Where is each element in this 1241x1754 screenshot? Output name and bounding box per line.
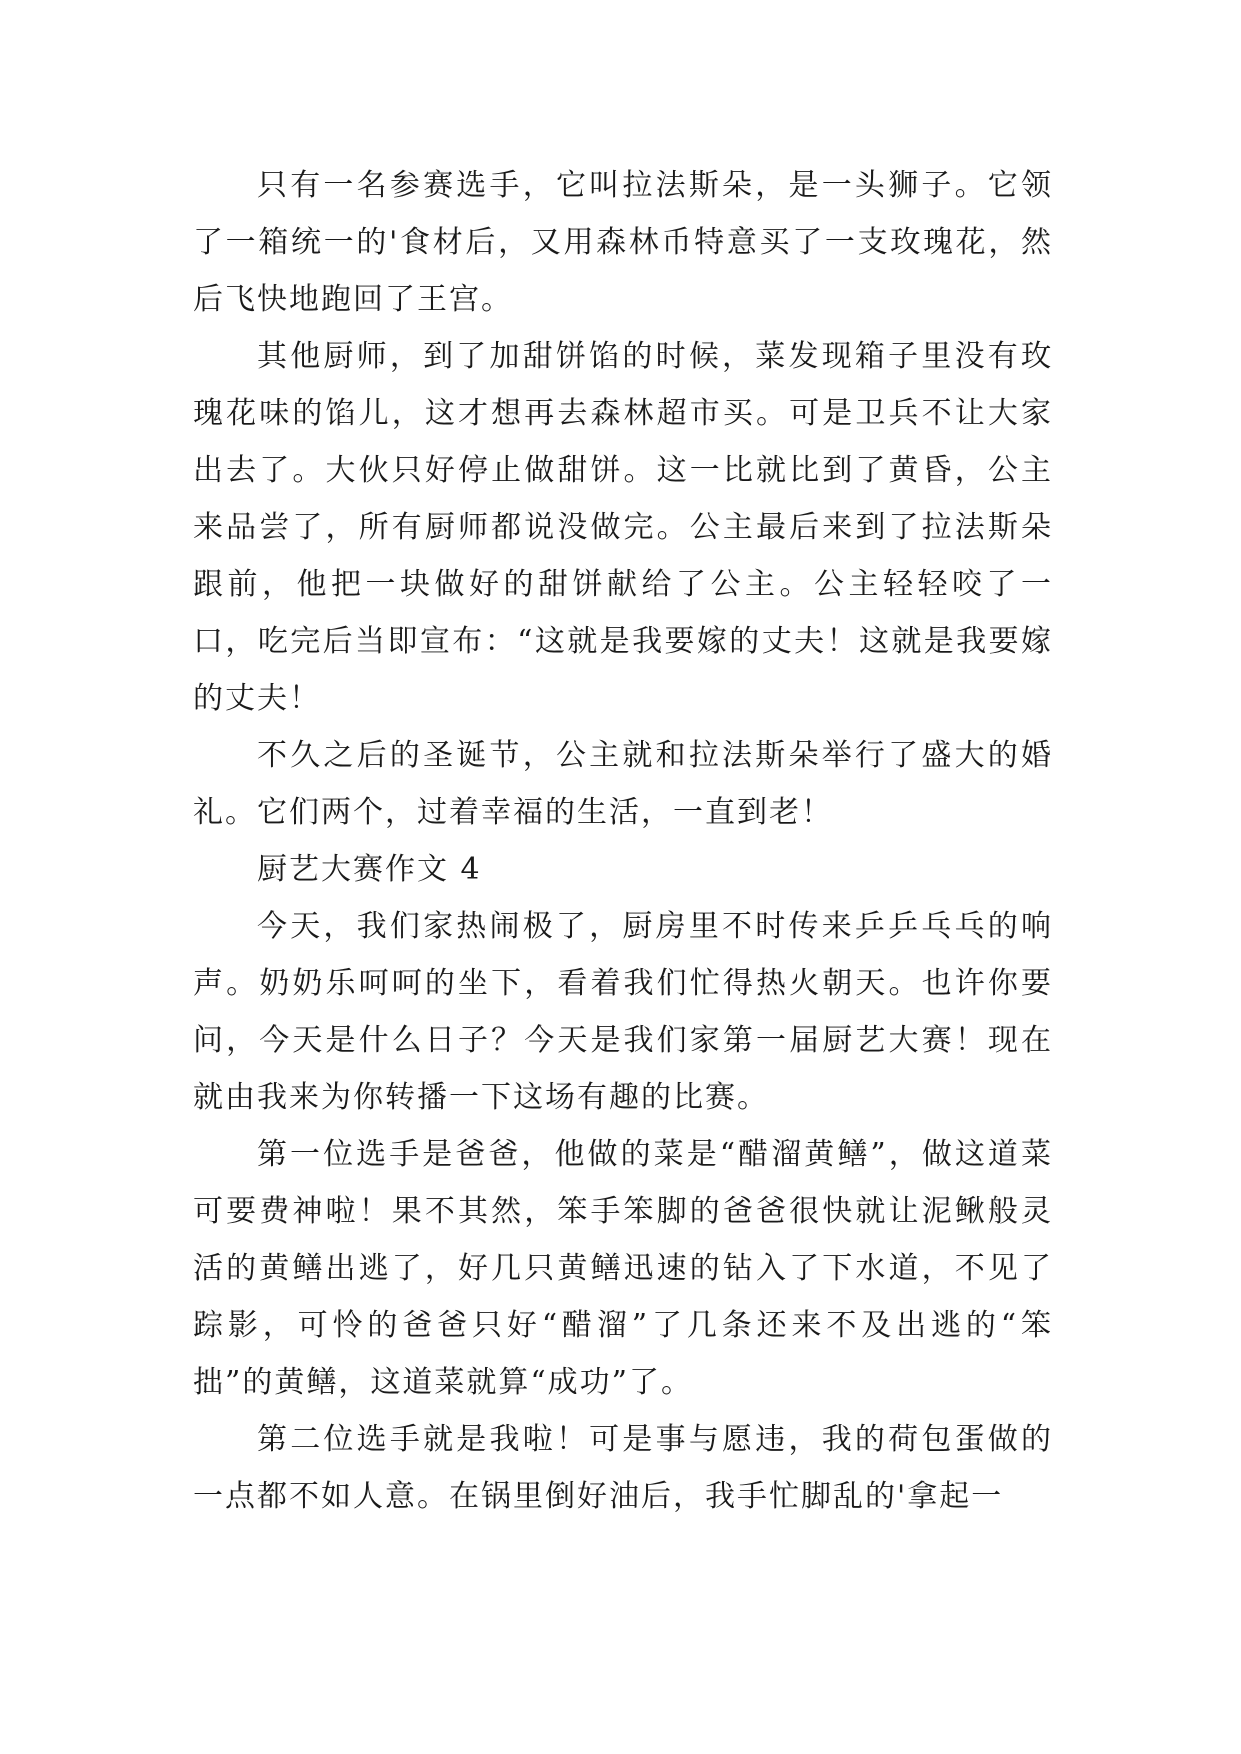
paragraph-dad-eel: 第一位选手是爸爸，他做的菜是“醋溜黄鳝”，做这道菜可要费神啦！果不其然，笨手笨脚的爸爸很快就让泥鳅般灵活的黄鳝出逃了，好几只黄鳝迅速的钻入了下水道，不见了踪影，可怜的爸爸只好“醋溜”了几条还来不及出逃的“笨拙”的黄鳝，这道菜就算“成功”了。 (193, 1137, 1053, 1400)
paragraph-lion-contestant: 只有一名参赛选手，它叫拉法斯朵，是一头狮子。它领了一箱统一的'食材后，又用森林币特意买了一支玫瑰花，然后飞快地跑回了王宫。 (193, 168, 1053, 317)
paragraph-my-turn: 第二位选手就是我啦！可是事与愿违，我的荷包蛋做的一点都不如人意。在锅里倒好油后，我手忙脚乱的'拿起一 (193, 1422, 1053, 1514)
essay-heading: 厨艺大赛作文 4 (257, 852, 482, 887)
paragraph-other-chefs: 其他厨师，到了加甜饼馅的时候，菜发现箱子里没有玫瑰花味的馅儿，这才想再去森林超市买。可是卫兵不让大家出去了。大伙只好停止做甜饼。这一比就比到了黄昏，公主来品尝了，所有厨师都说没做完。公主最后来到了拉法斯朵跟前，他把一块做好的甜饼献给了公主。公主轻轻咬了一口，吃完后当即宣布：“这就是我要嫁的丈夫！这就是我要嫁的丈夫！ (193, 339, 1053, 716)
document-body (193, 157, 1053, 1525)
paragraph-wedding: 不久之后的圣诞节，公主就和拉法斯朵举行了盛大的婚礼。它们两个，过着幸福的生活，一直到老！ (193, 738, 1053, 830)
paragraph-family-contest: 今天，我们家热闹极了，厨房里不时传来乒乒乓乓的响声。奶奶乐呵呵的坐下，看着我们忙得热火朝天。也许你要问，今天是什么日子？今天是我们家第一届厨艺大赛！现在就由我来为你转播一下这场有趣的比赛。 (193, 909, 1053, 1115)
